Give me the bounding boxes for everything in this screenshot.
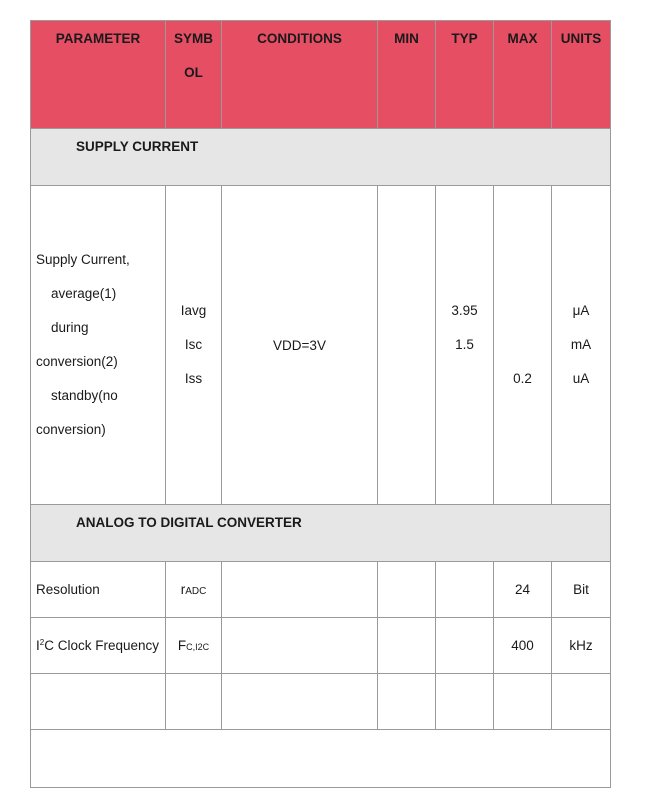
supply-param-cell — [31, 186, 166, 505]
resolution-symbol-sub: ADC — [185, 586, 207, 597]
supply-typ-spacer — [436, 362, 493, 396]
supply-units-cell — [552, 186, 611, 505]
supply-typ-value: 3.95 — [451, 303, 478, 318]
supply-symbol: Iss — [184, 371, 203, 386]
empty-merged-row — [31, 730, 611, 788]
header-min: MIN — [378, 21, 436, 129]
supply-max-value: 0.2 — [513, 371, 532, 386]
spec-table — [30, 20, 611, 788]
empty-cell — [378, 674, 436, 730]
section-title-supply: SUPPLY CURRENT — [31, 129, 611, 186]
header-max: MAX — [494, 21, 552, 129]
header-symbol-line1: SYMB — [173, 31, 213, 46]
supply-symbol: Isc — [184, 337, 203, 352]
i2c-symbol-main: F — [177, 638, 187, 653]
supply-max-cell — [494, 186, 552, 505]
supply-min-cell — [378, 186, 436, 505]
i2c-param-prefix: I — [36, 638, 40, 653]
supply-conditions-cell: VDD=3V — [222, 186, 378, 505]
header-units: UNITS — [552, 21, 611, 129]
supply-param-line: Supply Current, — [36, 252, 130, 267]
i2c-clock-row — [31, 618, 611, 674]
supply-param-line: conversion(2) — [36, 354, 118, 369]
resolution-units: Bit — [552, 562, 611, 618]
empty-cell — [494, 674, 552, 730]
empty-cell — [31, 674, 166, 730]
i2c-param-sup: 2 — [39, 638, 45, 647]
supply-typ-cell — [436, 186, 494, 505]
resolution-row — [31, 562, 611, 618]
header-row — [31, 21, 611, 129]
i2c-typ — [436, 618, 494, 674]
resolution-symbol-main: r — [180, 582, 186, 597]
section-row-supply — [31, 129, 611, 186]
resolution-typ — [436, 562, 494, 618]
resolution-max: 24 — [494, 562, 552, 618]
i2c-conditions — [222, 618, 378, 674]
supply-unit: uA — [572, 371, 590, 386]
i2c-symbol — [166, 618, 222, 674]
supply-unit: mA — [570, 337, 592, 352]
supply-symbol-cell — [166, 186, 222, 505]
empty-cell — [222, 674, 378, 730]
empty-cell — [436, 674, 494, 730]
supply-typ-value: 1.5 — [455, 337, 474, 352]
supply-symbol: Iavg — [180, 303, 207, 318]
header-symbol-line2: OL — [184, 65, 203, 80]
empty-merged-cell — [31, 730, 611, 788]
section-title-adc: ANALOG TO DIGITAL CONVERTER — [31, 505, 611, 562]
supply-param-line: standby(no — [51, 388, 118, 403]
supply-unit: μA — [572, 303, 590, 318]
header-conditions: CONDITIONS — [222, 21, 378, 129]
supply-param-line: conversion) — [36, 422, 106, 437]
header-typ: TYP — [436, 21, 494, 129]
i2c-units: kHz — [552, 618, 611, 674]
empty-row — [31, 674, 611, 730]
resolution-param: Resolution — [31, 562, 166, 618]
i2c-param — [31, 618, 166, 674]
supply-current-row — [31, 186, 611, 505]
supply-max-spacer — [494, 294, 551, 328]
header-symbol — [166, 21, 222, 129]
empty-cell — [552, 674, 611, 730]
i2c-min — [378, 618, 436, 674]
resolution-conditions — [222, 562, 378, 618]
section-row-adc — [31, 505, 611, 562]
supply-max-spacer — [494, 328, 551, 362]
header-parameter: PARAMETER — [31, 21, 166, 129]
i2c-max: 400 — [494, 618, 552, 674]
supply-param-line: during — [51, 320, 89, 335]
resolution-symbol — [166, 562, 222, 618]
empty-cell — [166, 674, 222, 730]
i2c-param-suffix: C Clock Frequency — [44, 638, 160, 653]
resolution-min — [378, 562, 436, 618]
supply-param-line: average(1) — [51, 286, 117, 301]
i2c-symbol-sub: C,I2C — [186, 642, 210, 652]
